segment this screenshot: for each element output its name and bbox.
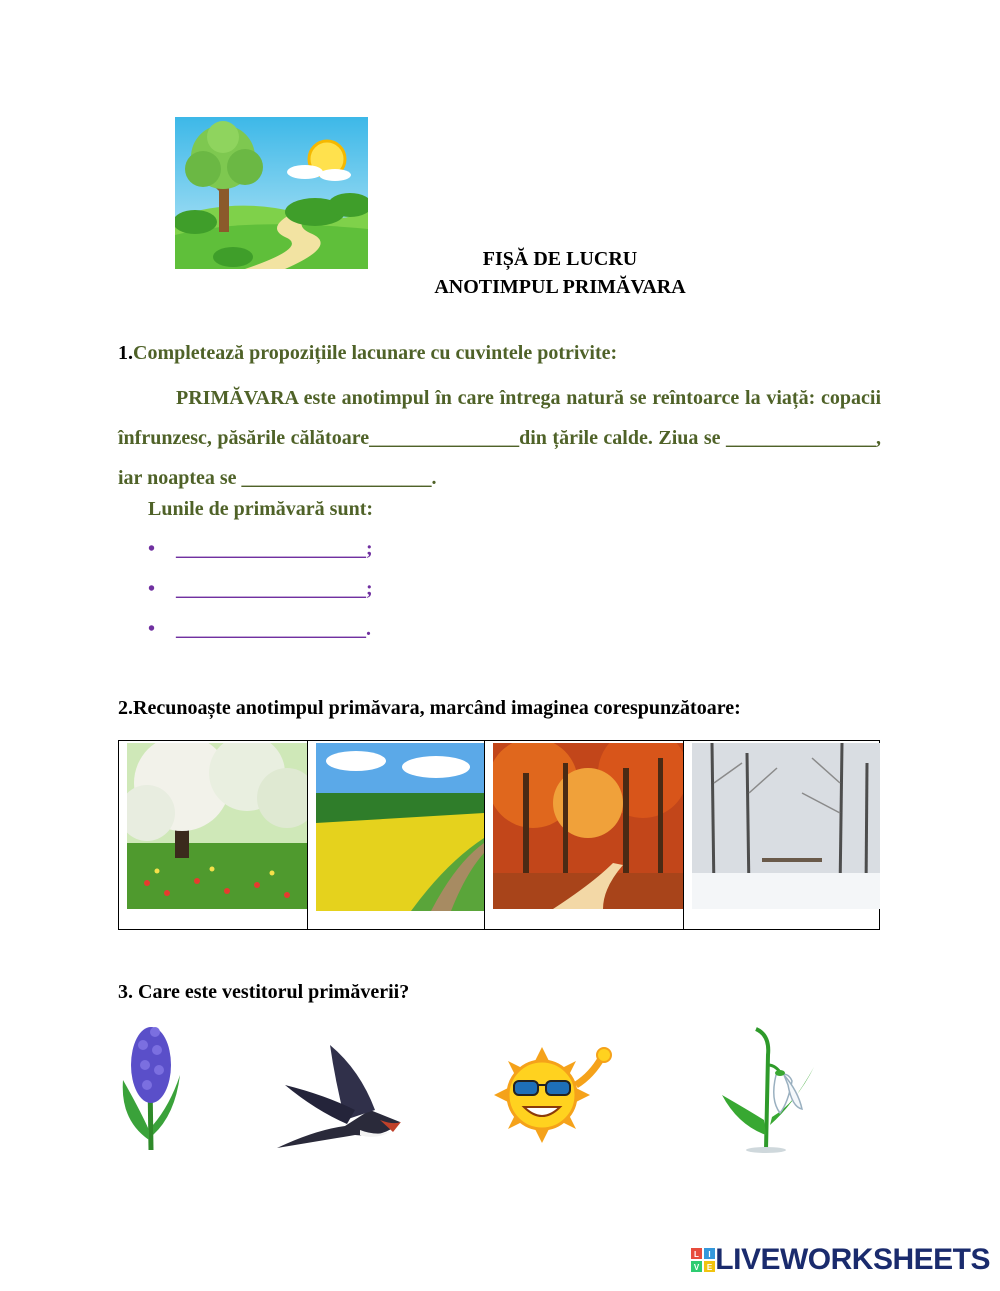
logo-letter: E [707,1263,713,1272]
sun-with-sunglasses-icon[interactable] [492,1045,624,1155]
season-images-table [118,740,880,930]
spring-blossom-image [127,743,307,909]
blank-migrating-birds[interactable]: _______________ [369,427,520,449]
para-text-3: , iar noaptea se [118,427,882,489]
hyacinth-icon[interactable] [115,1020,185,1160]
month-item [148,578,373,601]
months-label: Lunile de primăvară sunt: [148,498,374,520]
bullet-icon: • [148,538,156,560]
para-text-2: din țările calde. Ziua se [519,427,727,449]
logo-letter: L [694,1250,700,1259]
liveworksheets-logo [691,1243,990,1277]
liveworksheets-logo-icon [691,1248,715,1272]
exercise1-prompt [118,342,617,365]
month-blank-1[interactable]: ___________________; [176,538,373,560]
para-text-4: . [431,467,437,489]
logo-letter: V [694,1263,700,1272]
spring-landscape-illustration [175,117,368,269]
blank-night[interactable]: ___________________ [241,467,432,489]
para-text-1: PRIMĂVARA este anotimpul în care întrega natură se reîntoarce la viață: copacii înfrunzesc, păsările călătoare [118,387,881,449]
exercise1-paragraph [118,378,881,498]
exercise1-prompt-text: Completează propozițiile lacunare cu cuvintele potrivite: [133,342,618,364]
bullet-icon: • [148,578,156,600]
season-cell-spring[interactable] [119,741,308,929]
exercise2-prompt: 2.Recunoaște anotimpul primăvara, marcând imaginea corespunzătoare: [118,697,741,719]
exercise1-number: 1. [118,342,133,364]
logo-text: LIVEWORKSHEETS [715,1243,990,1276]
month-blank-3[interactable]: ___________________. [176,618,371,640]
month-blank-2[interactable]: ___________________; [176,578,373,600]
season-cell-winter[interactable] [684,741,880,929]
worksheet-subtitle: ANOTIMPUL PRIMĂVARA [434,276,686,298]
month-item [148,538,373,561]
snowdrop-icon[interactable] [718,1025,818,1153]
season-cell-summer[interactable] [308,741,485,929]
summer-field-image [316,743,484,911]
blank-day[interactable]: _______________ [726,427,877,449]
logo-letter: I [708,1250,711,1259]
month-item [148,618,371,641]
autumn-forest-image [493,743,683,909]
worksheet-title: FIȘĂ DE LUCRU [482,248,638,270]
bullet-icon: • [148,618,156,640]
exercise3-prompt: 3. Care este vestitorul primăverii? [118,981,410,1003]
season-cell-autumn[interactable] [485,741,684,929]
winter-park-image [692,743,880,909]
swallow-icon[interactable] [275,1040,407,1152]
